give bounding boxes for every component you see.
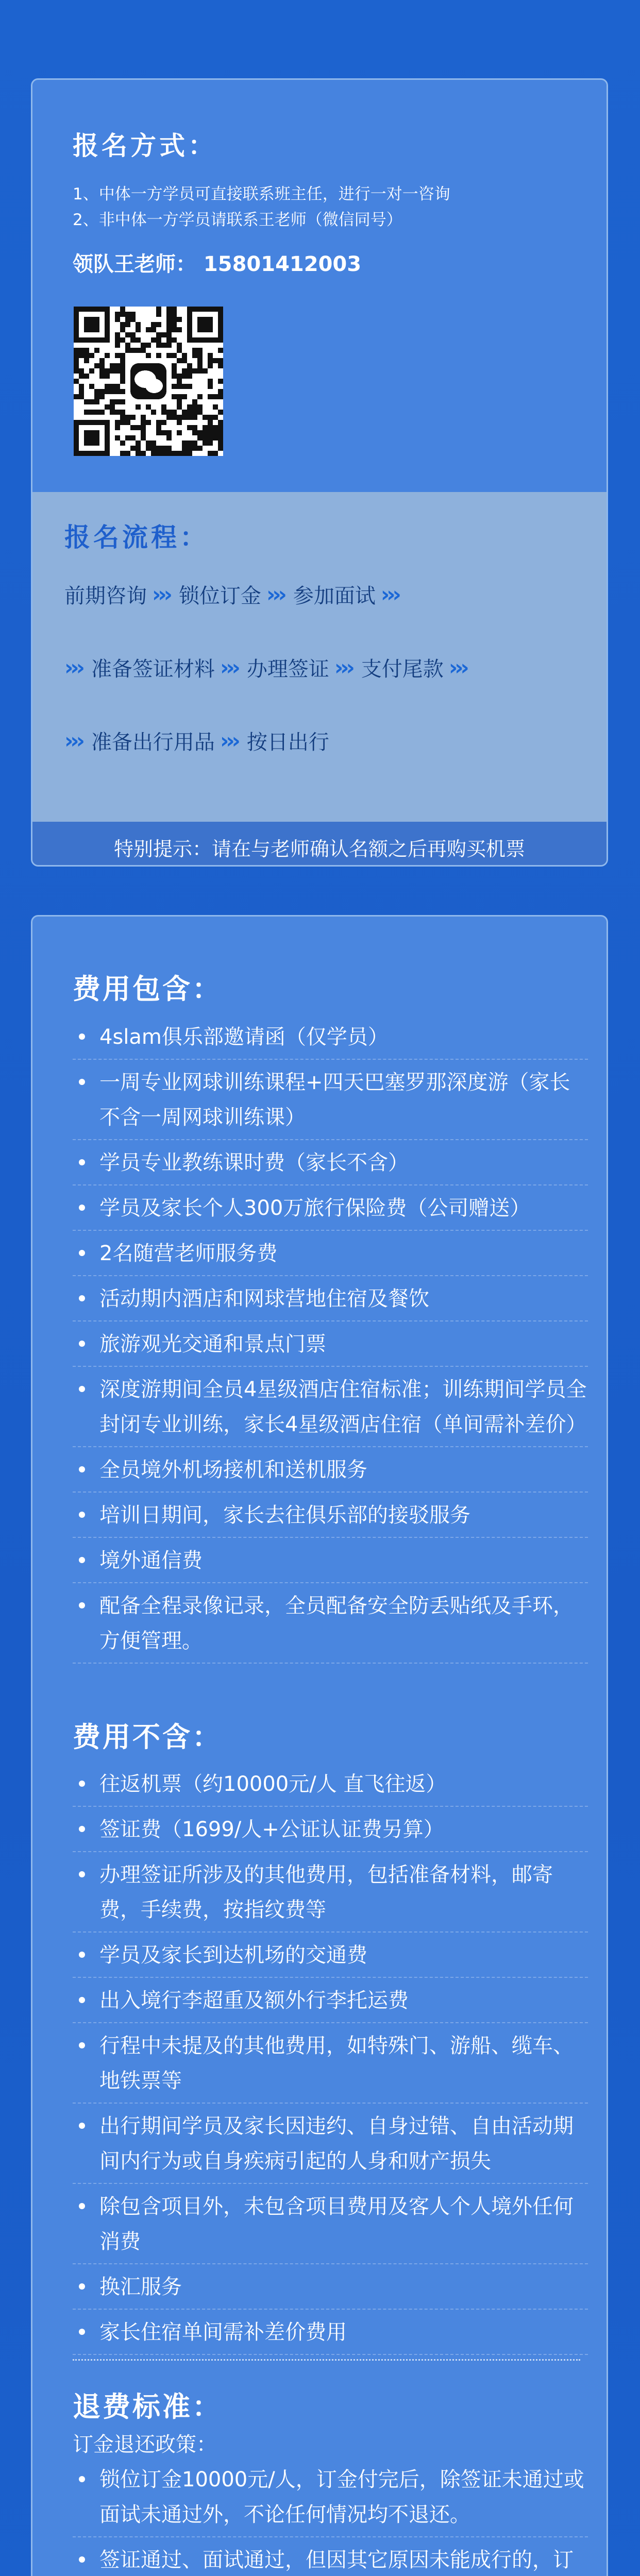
excluded-title: 费用不含： [73,1721,222,1753]
chevron-right-icon: ››› [152,582,170,607]
chevron-right-icon: ››› [220,728,238,753]
list-item [73,2537,588,2576]
step-final-payment: 支付尾款 [361,657,444,681]
signup-panel [31,78,608,867]
bullet-icon [79,1159,85,1165]
bullet-icon [79,1341,85,1347]
bullet-icon [79,1250,85,1256]
special-notice: 特别提示：请在与老师确认名额之后再购买机票 [113,838,525,860]
chevron-right-icon: ››› [64,655,82,680]
process-section [32,492,607,822]
item-separator [73,2354,588,2355]
item-separator [73,1663,588,1664]
chevron-right-icon: ››› [334,655,352,680]
list-item [73,2310,588,2355]
bullet-icon [79,1079,85,1085]
list-item-text: 签证费（1699/人+公证认证费另算） [99,1818,444,1841]
included-list [73,1014,588,1664]
section-divider [73,2359,580,2361]
list-item-text: 活动期内酒店和网球营地住宿及餐饮 [99,1287,429,1311]
list-item-text: 换汇服务 [99,2275,182,2299]
list-item [73,2457,588,2537]
list-item [73,2104,588,2184]
list-item [73,2184,588,2264]
list-item [73,2023,588,2104]
chevron-right-icon: ››› [266,582,284,607]
list-item-text: 锁位订金10000元/人，订金付完后，除签证未通过或面试未通过外，不论任何情况均不退还。 [99,2468,584,2527]
list-item-text: 培训日期间，家长去往俱乐部的接驳服务 [99,1503,470,1527]
list-item [73,1583,588,1664]
bullet-icon [79,1602,85,1608]
bullet-icon [79,1386,85,1392]
step-consult: 前期咨询 [64,584,147,608]
list-item-text: 学员专业教练课时费（家长不含） [99,1151,409,1175]
list-item-text: 2名随营老师服务费 [99,1242,278,1265]
list-item [73,1060,588,1140]
list-item [73,1140,588,1185]
fees-panel [31,915,608,2576]
bullet-icon [79,1997,85,2003]
list-item-text: 签证通过、面试通过，但因其它原因未能成行的，订 [99,2548,574,2572]
step-depart: 按日出行 [246,731,329,754]
list-item-text: 学员及家长到达机场的交通费 [99,1943,367,1967]
bullet-icon [79,2476,85,2482]
list-item [73,1978,588,2023]
bullet-icon [79,2283,85,2290]
chevron-right-icon: ››› [448,655,466,680]
list-item [73,1231,588,1276]
bullet-icon [79,2123,85,2129]
bullet-icon [79,1466,85,1472]
step-deposit: 锁位订金 [178,584,261,608]
list-item [73,1933,588,1978]
signup-note-2: 2、非中体一方学员请联系王老师（微信同号） [73,211,402,229]
list-item [73,1185,588,1231]
signup-section [32,80,607,492]
bullet-icon [79,1205,85,1211]
list-item-text: 家长住宿单间需补差价费用 [99,2320,347,2344]
bullet-icon [79,2329,85,2335]
bullet-icon [79,1781,85,1787]
list-item [73,1014,588,1060]
list-item-text: 出入境行李超重及额外行李托运费 [99,1989,409,2012]
list-item-text: 办理签证所涉及的其他费用，包括准备材料，邮寄费，手续费，按指纹费等 [99,1863,553,1922]
chevron-right-icon: ››› [380,582,398,607]
list-item [73,1276,588,1321]
leader-contact: 领队王老师： 15801412003 [73,252,362,276]
list-item [73,1761,588,1807]
list-item [73,1493,588,1538]
qr-code-image [74,307,223,456]
chevron-right-icon: ››› [64,728,82,753]
list-item-text: 境外通信费 [99,1549,203,1572]
list-item-text: 旅游观光交通和景点门票 [99,1332,326,1356]
deposit-policy-list [73,2457,588,2576]
bullet-icon [79,1952,85,1958]
list-item-text: 配备全程录像记录，全员配备安全防丢贴纸及手环，方便管理。 [99,1594,574,1653]
list-item-text: 除包含项目外，未包含项目费用及客人个人境外任何消费 [99,2195,574,2253]
process-row-2 [64,653,476,682]
bullet-icon [79,1295,85,1301]
list-item [73,1538,588,1583]
list-item-text: 往返机票（约10000元/人 直飞往返） [99,1772,447,1796]
list-item [73,1367,588,1447]
list-item-text: 学员及家长个人300万旅行保险费（公司赠送） [99,1196,531,1220]
list-item [73,1852,588,1933]
list-item [73,2264,588,2310]
list-item [73,1321,588,1367]
bullet-icon [79,1871,85,1877]
excluded-list [73,1761,588,2355]
list-item-text: 一周专业网球训练课程+四天巴塞罗那深度游（家长不含一周网球训练课） [99,1071,570,1129]
notice-bar [32,822,607,867]
step-interview: 参加面试 [293,584,376,608]
list-item-text: 行程中未提及的其他费用，如特殊门、游船、缆车、地铁票等 [99,2034,574,2093]
list-item-text: 4slam俱乐部邀请函（仅学员） [99,1025,389,1049]
process-row-1 [64,580,408,609]
bullet-icon [79,1557,85,1563]
deposit-policy-title: 订金退还政策： [73,2433,217,2456]
list-item [73,1807,588,1852]
included-title: 费用包含： [73,973,222,1005]
bullet-icon [79,1512,85,1518]
step-visa-materials: 准备签证材料 [91,657,215,681]
wechat-qr-code[interactable] [74,307,223,456]
process-row-3 [64,726,329,755]
process-title: 报名流程： [64,522,209,552]
signup-title: 报名方式： [73,131,217,161]
refund-title: 退费标准： [73,2391,222,2423]
list-item-text: 全员境外机场接机和送机服务 [99,1458,367,1482]
list-item-text: 深度游期间全员4星级酒店住宿标准；训练期间学员全封闭专业训练，家长4星级酒店住宿（单间需补差价） [99,1378,587,1436]
bullet-icon [79,1826,85,1832]
list-item-text: 出行期间学员及家长因违约、自身过错、自由活动期间内行为或自身疾病引起的人身和财产损失 [99,2114,574,2173]
bullet-icon [79,2203,85,2209]
chevron-right-icon: ››› [220,655,238,680]
bullet-icon [79,2556,85,2563]
bullet-icon [79,1033,85,1040]
bullet-icon [79,2042,85,2048]
list-item [73,1447,588,1493]
signup-note-1: 1、中体一方学员可直接联系班主任，进行一对一咨询 [73,185,450,204]
step-visa: 办理签证 [246,657,329,681]
step-prepare: 准备出行用品 [91,731,215,754]
